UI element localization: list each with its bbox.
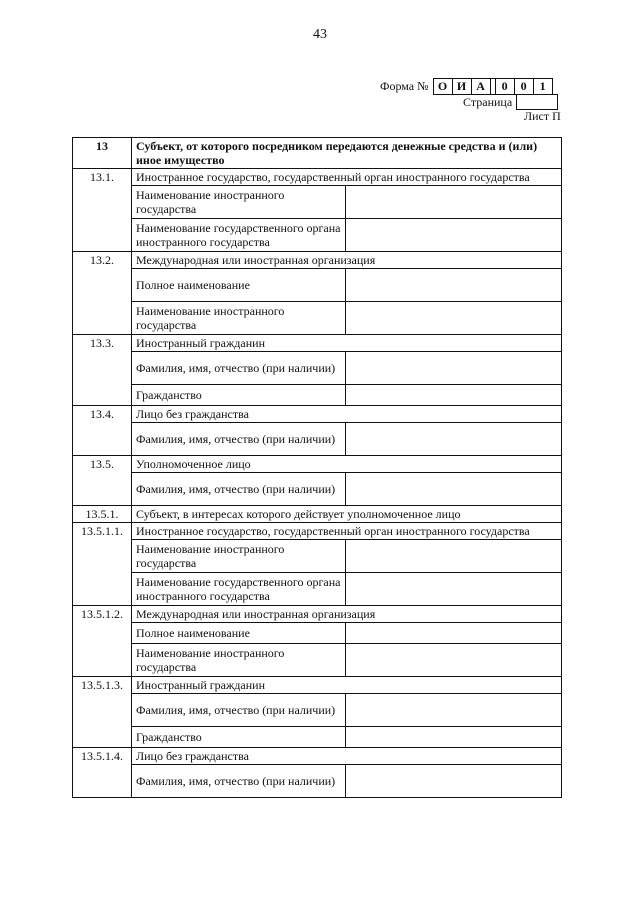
field-label: Гражданство bbox=[132, 727, 346, 748]
field-label: Фамилия, имя, отчество (при наличии) bbox=[132, 423, 346, 456]
page-field bbox=[463, 94, 558, 110]
field-value-input[interactable] bbox=[346, 765, 562, 798]
section-title: Международная или иностранная организация bbox=[132, 252, 562, 269]
form-code-char: 1 bbox=[539, 79, 546, 93]
form-code-char: А bbox=[472, 79, 491, 94]
field-value-input[interactable] bbox=[346, 573, 562, 606]
field-value-input[interactable] bbox=[346, 186, 562, 219]
field-row bbox=[73, 765, 562, 798]
header-title: Субъект, от которого посредником передаются денежные средства и (или) иное имущество bbox=[132, 138, 562, 169]
section-number: 13.1. bbox=[73, 169, 132, 252]
field-row bbox=[73, 694, 562, 727]
field-row bbox=[73, 473, 562, 506]
section-title: Иностранный гражданин bbox=[132, 677, 562, 694]
section-title: Лицо без гражданства bbox=[132, 748, 562, 765]
field-value-input[interactable] bbox=[346, 623, 562, 644]
field-value-input[interactable] bbox=[346, 302, 562, 335]
section-row bbox=[73, 606, 562, 623]
field-value-input[interactable] bbox=[346, 269, 562, 302]
field-value-input[interactable] bbox=[346, 540, 562, 573]
section-number: 13.5.1. bbox=[73, 506, 132, 523]
page-number: 43 bbox=[313, 27, 327, 42]
section-title: Лицо без гражданства bbox=[132, 406, 562, 423]
section-row bbox=[73, 335, 562, 352]
field-label: Наименование иностранного государства bbox=[132, 644, 346, 677]
section-row bbox=[73, 523, 562, 540]
field-row bbox=[73, 385, 562, 406]
section-row bbox=[73, 506, 562, 523]
field-row bbox=[73, 423, 562, 456]
section-row bbox=[73, 169, 562, 186]
section-number: 13.5.1.1. bbox=[73, 523, 132, 606]
field-row bbox=[73, 302, 562, 335]
field-label: Фамилия, имя, отчество (при наличии) bbox=[132, 694, 346, 727]
section-title: Иностранное государство, государственный орган иностранного государства bbox=[132, 169, 562, 186]
section-title: Уполномоченное лицо bbox=[132, 456, 562, 473]
section-title: Субъект, в интересах которого действует уполномоченное лицо bbox=[132, 506, 562, 523]
section-number: 13.4. bbox=[73, 406, 132, 456]
field-label: Наименование иностранного государства bbox=[132, 540, 346, 573]
field-value-input[interactable] bbox=[346, 694, 562, 727]
field-label: Фамилия, имя, отчество (при наличии) bbox=[132, 473, 346, 506]
section-number: 13.5.1.3. bbox=[73, 677, 132, 748]
table-header-row bbox=[73, 138, 562, 169]
section-title: Иностранный гражданин bbox=[132, 335, 562, 352]
field-row bbox=[73, 269, 562, 302]
form-code-char: И bbox=[453, 79, 472, 94]
form-code-boxes bbox=[433, 78, 553, 95]
field-value-input[interactable] bbox=[346, 727, 562, 748]
field-value-input[interactable] bbox=[346, 219, 562, 252]
field-label: Полное наименование bbox=[132, 269, 346, 302]
field-row bbox=[73, 219, 562, 252]
field-label: Наименование государственного органа иностранного государства bbox=[132, 573, 346, 606]
form-number-header bbox=[380, 78, 553, 95]
form-table bbox=[72, 137, 562, 798]
field-row bbox=[73, 623, 562, 644]
field-value-input[interactable] bbox=[346, 423, 562, 456]
field-row bbox=[73, 644, 562, 677]
section-number: 13.5.1.4. bbox=[73, 748, 132, 798]
header-num: 13 bbox=[73, 138, 132, 169]
section-number: 13.2. bbox=[73, 252, 132, 335]
section-row bbox=[73, 748, 562, 765]
field-label: Наименование иностранного государства bbox=[132, 302, 346, 335]
field-row bbox=[73, 186, 562, 219]
section-number: 13.3. bbox=[73, 335, 132, 406]
section-row bbox=[73, 252, 562, 269]
field-label: Гражданство bbox=[132, 385, 346, 406]
field-row bbox=[73, 540, 562, 573]
section-row bbox=[73, 456, 562, 473]
field-value-input[interactable] bbox=[346, 644, 562, 677]
section-row bbox=[73, 406, 562, 423]
page-number-box[interactable] bbox=[516, 94, 558, 110]
field-label: Наименование иностранного государства bbox=[132, 186, 346, 219]
field-value-input[interactable] bbox=[346, 352, 562, 385]
field-label: Полное наименование bbox=[132, 623, 346, 644]
section-title: Международная или иностранная организация bbox=[132, 606, 562, 623]
section-number: 13.5. bbox=[73, 456, 132, 506]
field-row bbox=[73, 352, 562, 385]
page-label: Страница bbox=[463, 94, 513, 109]
field-value-input[interactable] bbox=[346, 473, 562, 506]
field-label: Фамилия, имя, отчество (при наличии) bbox=[132, 352, 346, 385]
field-row bbox=[73, 573, 562, 606]
form-label: Форма № bbox=[380, 79, 429, 93]
sheet-label: Лист П bbox=[524, 109, 561, 123]
form-code-char: 0 bbox=[515, 79, 534, 94]
field-label: Наименование государственного органа иностранного государства bbox=[132, 219, 346, 252]
field-row bbox=[73, 727, 562, 748]
field-value-input[interactable] bbox=[346, 385, 562, 406]
section-number: 13.5.1.2. bbox=[73, 606, 132, 677]
field-label: Фамилия, имя, отчество (при наличии) bbox=[132, 765, 346, 798]
section-row bbox=[73, 677, 562, 694]
section-title: Иностранное государство, государственный орган иностранного государства bbox=[132, 523, 562, 540]
form-code-char: 0 bbox=[496, 79, 515, 94]
form-code-char: О bbox=[434, 79, 453, 94]
